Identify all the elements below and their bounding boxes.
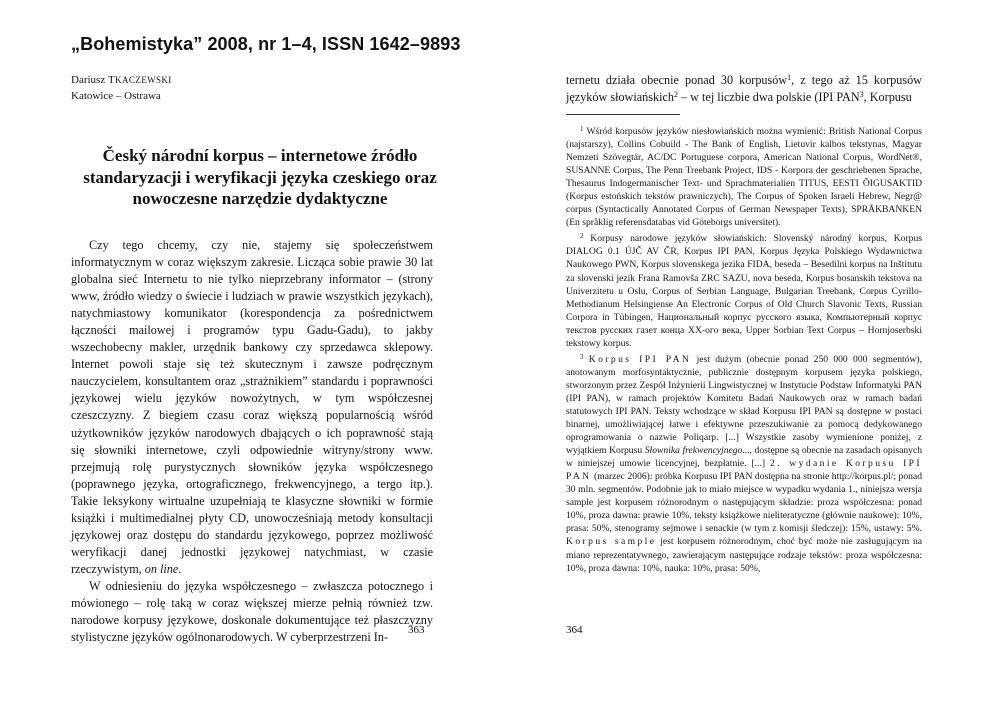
footnote-3-spaced-3: Korpus sample <box>566 536 657 548</box>
footnote-ref-3[interactable]: 3 <box>859 90 864 100</box>
page-number-left: 363 <box>408 624 425 636</box>
paragraph-1-text: Czy tego chcemy, czy nie, stajemy się społeczeństwem informatycznym w coraz większym zakresie. Licząca sobie prawie 30 lat globalna sieć Internetu to nie tylko nieprzebrany informator – (strony www, źródło wiedzy o świecie i ludziach w prawie wszystkich językach), natychmiastowy komunikator (korespondencja za pośrednictwem łączności mailowej i programów typu Gadu-Gadu), to jakby wszechobecny makler, urzędnik bankowy czy sprzedawca sklepowy. Internet powoli staje się też skutecznym i zawsze podręcznym nauczycielem, konsultantem oraz „strażnikiem” standardu i poprawności językowej wielu języków nowożytnych, w tym współczesnej czeszczyzny. Z biegiem czasu coraz większą popularnością wśród użytkowników języków narodowych dbających o ich poprawność stają się słowniki internetowe, czyli odpowiednie witryny/strony www. przejmują rolę purystycznych słowników języka współczesnego (poprawnego języka, ortograficznego, frekwencyjnego, a tergo itp.). Takie leksykony wirtualne uzupełniają te klasyczne słowniki w formie książki i multimedialnej płyty CD, unowocześniają metody konsultacji językowej oraz dostępu do standardu językowego, poprzez możliwość weryfikacji danej jednostki językowej natychmiast, w czasie rzeczywistym, <box>71 238 433 576</box>
author-affiliation: Katowice – Ostrawa <box>71 90 161 102</box>
right-text-c: – w tej liczbie dwa polskie (IPI PAN <box>677 90 860 105</box>
footnote-3-spaced-2: 2. wydanie Korpusu IPI PAN <box>566 458 922 483</box>
right-page-body <box>566 72 922 106</box>
footnote-3-text-b: ..., dostępne są obecnie na zasadach opisanych w niniejszej umowie licencyjnej, bezpłatnie. [...] <box>566 445 923 470</box>
journal-header: „Bohemistyka” 2008, nr 1–4, ISSN 1642–9893 <box>71 34 461 54</box>
footnote-separator <box>566 114 680 115</box>
paragraph-1-end: . <box>178 561 182 576</box>
footnote-1-number: 1 <box>580 125 584 133</box>
footnote-ref-1[interactable]: 1 <box>787 73 792 82</box>
footnote-2-text: Korpusy narodowe języków słowiańskich: Slovenský národný korpus, Korpus DIALOG 0.1 ÚJČ AV ČR, Korpus IPI PAN, Korpus Języka Polskiego Wydawnictwa Naukowego PWN, Korpus slovenskega jezika FIDA, beseda – Besedilni korpus na Inštitutu za slovenski jezik Frana Ramovša ZRC SAZU, nova beseda, Korpus bosanskih tekstova na Univerzitetu u Oslu, Corpus of Serbian Language, Bulgarian Treebank, Corpus Cyrillo-Methodianum Helsingiense An Electronic Corpus of Old Church Slavonic Texts, Russian Corpora in Tübingen, Национальный корпус русского языка, Компьютерный корпус текстов русских газет конца XX-ого века, Upper Sorbian Text Corpus – Hornjoserbski tekstowy korpus. <box>566 233 922 349</box>
paragraph-1 <box>71 237 433 578</box>
footnote-1 <box>566 125 922 229</box>
author-first-name: Dariusz <box>71 74 108 86</box>
paragraph-2: W odniesieniu do języka współczesnego – zwłaszcza potocznego i mówionego – rolę taką w coraz większej mierze pełnią również tzw. narodowe korpusy językowe, doskonale dokumentujące też płaszczyzny stylistyczne języków ogólnonarodowych. W cyberprzestrzeni In- <box>71 578 433 645</box>
footnote-3-text-a: jest dużym (obecnie ponad 250 000 000 segmentów), anotowanym morfosyntaktycznie, publicznie dostępnym korpusem języka polskiego, stworzonym przez Zespół Inżynierii Lingwistycznej w Instytucie Podstaw Informatyki PAN (IPI PAN), w ramach projektów Komitetu Badań Naukowych oraz w ramach badań statutowych IPI PAN. Teksty wchodzące w skład Korpusu IPI PAN są dostępne w postaci binarnej, umożliwiającej łatwe i efektywne przeszukiwanie za pomocą dedykowanego oprogramowania o nazwie Poliqarp. [...] Wszystkie zasoby wymienione poniżej, z wyjątkiem Korpusu <box>566 353 922 457</box>
footnotes <box>566 125 922 578</box>
footnote-ref-2[interactable]: 2 <box>673 90 678 100</box>
author-last-name: TKACZEWSKI <box>107 74 172 86</box>
footnote-3-text-c: (marzec 2006): próbka Korpusu IPI PAN dostępna na stronie http://korpus.pl/; ponad 30 mln. segmentów. Podobnie jak to miało miejsce w wypadku wydania 1., niniejsza wersja sample jest korpusem różnorodnym o następującym składzie: proza współczesna: ponad 10%, proza dawna: prawie 10%, teksty książkowe nieliteratyczne (głównie naukowe): 10%, prasa: 50%, stenogramy sejmowe i senackie (w tym z komisji śledczej): 15%, ustawy: 5%. <box>566 471 922 535</box>
left-page-body <box>71 237 433 646</box>
footnote-3 <box>566 353 922 575</box>
right-paragraph <box>566 72 922 106</box>
footnote-3-spaced-1: Korpus IPI PAN <box>588 353 692 365</box>
footnote-3-italic: Słownika frekwencyjnego <box>644 445 743 457</box>
footnote-3-number: 3 <box>580 352 584 361</box>
page-number-right: 364 <box>566 624 583 636</box>
right-text-d: , Korpusu <box>863 90 912 105</box>
article-title: Český národní korpus – internetowe źródło standaryzacji i weryfikacji języka czeskiego oraz nowoczesne narzędzie dydaktyczne <box>83 146 437 208</box>
author-name <box>71 73 172 88</box>
footnote-1-text: Wśród korpusów języków niesłowiańskich można wymienić: British National Corpus (najstarszy), Collins Cobuild - The Bank of English, Lietuvir kalbos tekstynas, Magyar Nemzeti Szövegtár, AC/DC Portuguese corpora, American National Corpus, WordNet®, SUSANNE Corpus, The Penn Treebank Project, IDS - Korpora der geschriebenen Sprache, Thesaurus Indogermanischer Text- und Sprachmaterialien TITUS, EESTI ÕIGUSAKTID (Korpus estońskich tekstów prawniczych), The Corpus of Spoken Israeli Hebrew, Negr@ corpus (Syntactically Annotated Corpus of German Newspaper Texts), SPRÅKBANKEN (En språklig referensdatabas vid Göteborgs universitet). <box>566 126 922 229</box>
footnote-3-text-d: jest korpusem różnorodnym, choć być może nie zasługującym na miano reprezentatywnego, zawierającym następujące rodzaje tekstów: proza współczesna: 10%, proza dawna: 10%, nauka: 10%, prasa: 50%, <box>566 536 923 574</box>
paragraph-1-italic: on line <box>144 561 179 576</box>
right-text-a: ternetu działa obecnie ponad 30 korpusów <box>566 73 788 87</box>
footnote-2-number: 2 <box>580 232 584 241</box>
footnote-2 <box>566 232 922 349</box>
right-text-b: , z tego aż 15 korpusów języków słowiańskich <box>566 73 922 105</box>
